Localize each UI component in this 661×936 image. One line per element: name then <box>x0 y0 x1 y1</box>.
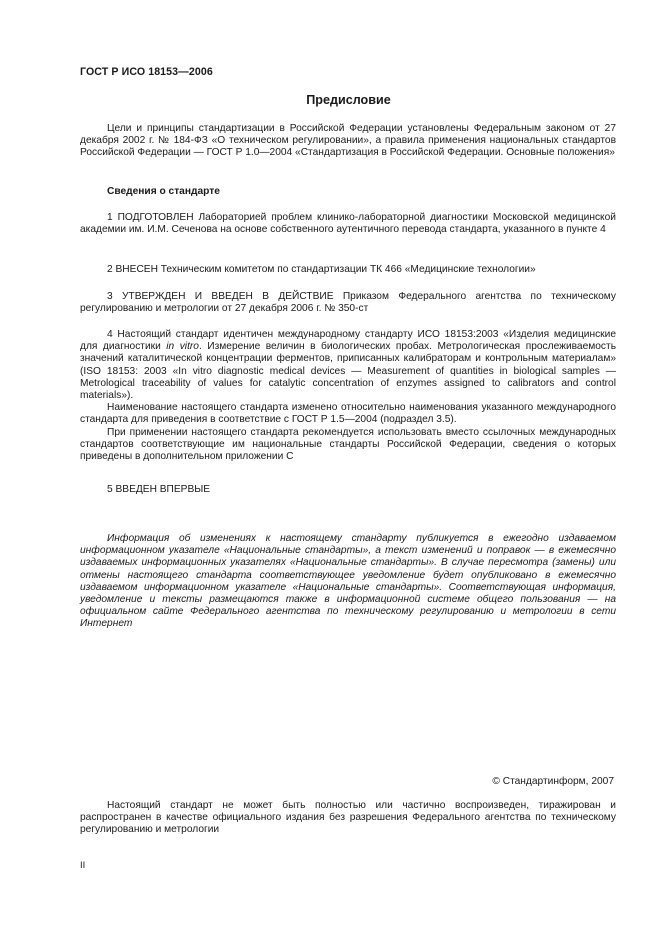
item-1 <box>80 212 616 236</box>
item-4-text-c: . Измерение величин в биологических пробах. Метрологическая прослеживаемость значений каталитической концентрации ферментов, приписанных калибраторам и контрольным материалам» (ISO 18153: 2003 «In vitro diagnostic medical devices — Measurement of quantities in biological samples — Metrological traceability of values for catalytic concentration of enzymes assigned to calibrators and control materials»). <box>80 341 616 402</box>
page-number: II <box>80 860 86 871</box>
item-2 <box>80 264 616 276</box>
footer-note <box>80 800 616 837</box>
item-5-text: 5 ВВЕДЕН ВПЕРВЫЕ <box>107 484 211 495</box>
item-4-text-a: 4 Настоящий стандарт идентичен международному стандарту ИСО 18153:2003 «Изделия медицинские для диагностики <box>80 329 616 353</box>
intro-paragraph <box>80 123 616 160</box>
footer-note-text: Настоящий стандарт не может быть полностью или частично воспроизведен, тиражирован и распространен в качестве официального издания без разрешения Федерального агентства по техническому регулированию и метрологии <box>80 800 616 836</box>
item-4 <box>80 329 616 463</box>
item-4-paragraph-3: При применении настоящего стандарта рекомендуется использовать вместо ссылочных международных стандартов соответствующие им национальные стандарты Российской Федерации, сведения о которых приведены в дополнительном приложении С <box>80 426 616 463</box>
item-3 <box>80 291 616 315</box>
notice-block <box>80 533 616 631</box>
intro-text: Цели и принципы стандартизации в Российской Федерации установлены Федеральным законом от 27 декабря 2002 г. № 184-ФЗ «О техническом регулировании», а правила применения национальных стандартов Российской Федерации — ГОСТ Р 1.0—2004 «Стандартизация в Российской Федерации. Основные положения» <box>80 123 616 159</box>
item-1-text: 1 ПОДГОТОВЛЕН Лабораторией проблем клинико-лабораторной диагностики Московской медицинской академии им. И.М. Сеченова на основе собственного аутентичного перевода стандарта, указанного в пункте 4 <box>80 212 616 236</box>
page-title: Предисловие <box>306 93 391 107</box>
section-subheading: Сведения о стандарте <box>107 186 220 197</box>
copyright-line: © Стандартинформ, 2007 <box>492 776 614 787</box>
item-2-text: 2 ВНЕСЕН Техническим комитетом по стандартизации ТК 466 «Медицинские технологии» <box>107 264 536 275</box>
document-header: ГОСТ Р ИСО 18153—2006 <box>80 66 213 78</box>
item-4-paragraph-2: Наименование настоящего стандарта изменено относительно наименования указанного международного стандарта для приведения в соответствие с ГОСТ Р 1.5—2004 (подраздел 3.5). <box>80 402 616 426</box>
item-4-text <box>80 329 616 402</box>
notice-text: Информация об изменениях к настоящему стандарту публикуется в ежегодно издаваемом информационном указателе «Национальные стандарты», а текст изменений и поправок — в ежемесячно издаваемых информационных указателях «Национальные стандарты». В случае пересмотра (замены) или отмены настоящего стандарта соответствующее уведомление будет опубликовано в ежемесячно издаваемом информационном указателе «Национальные стандарты». Соответствующая информация, уведомление и тексты размещаются также в информационной системе общего пользования — на официальном сайте Федерального агентства по техническому регулированию и метрологии в сети Интернет <box>80 533 616 630</box>
item-4-text-italic: in vitro <box>166 341 199 353</box>
item-3-text: 3 УТВЕРЖДЕН И ВВЕДЕН В ДЕЙСТВИЕ Приказом Федерального агентства по техническому регулированию и метрологии от 27 декабря 2006 г. № 350-ст <box>80 291 616 315</box>
item-5 <box>80 484 616 496</box>
